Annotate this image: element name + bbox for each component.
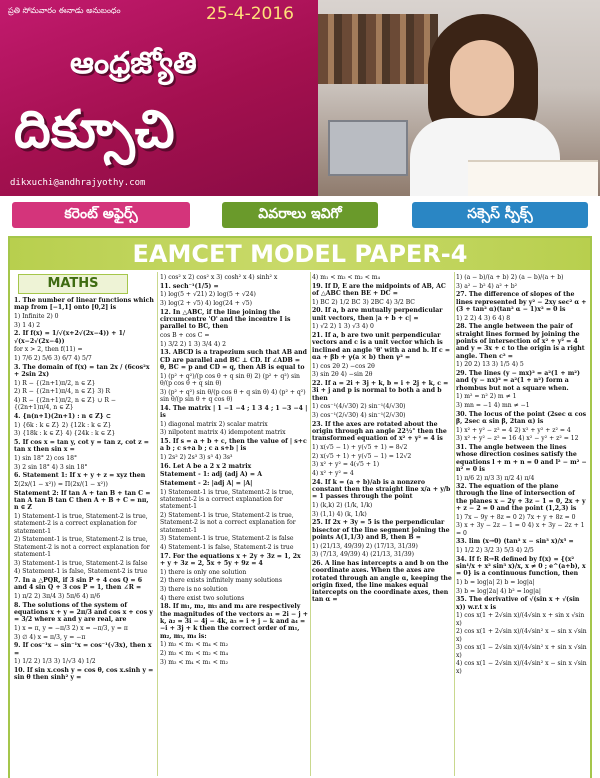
question-text: Statement 2: If tan A + tan B + tan C = tan A tan B tan C then A + B + C = nπ, n ∈ Z bbox=[14, 489, 151, 512]
answer-option: 4) Statement-1 is false, Statement-2 is true bbox=[14, 568, 148, 576]
question-text: 6. Statement 1: If x + y + z = xyz then bbox=[14, 472, 146, 480]
answer-option: 4) there exist two solutions bbox=[160, 594, 245, 602]
column-divider bbox=[157, 272, 158, 776]
answer-option: 3) m₃ < m₄ < m₁ < m₂ bbox=[160, 658, 229, 666]
masthead bbox=[0, 0, 600, 196]
question-text: 11. sech⁻¹(1/5) = bbox=[160, 282, 219, 290]
questions-column-1 bbox=[14, 274, 154, 776]
tab-current-affairs[interactable]: కరెంట్ అఫైర్స్ bbox=[12, 202, 190, 228]
question-text: 26. A line has intercepts a and b on the coordinate axes. When the axes are rotated through an angle α, keeping the origin fixed, the line makes equal intercepts on the coordinate axes, then tan α = bbox=[312, 559, 452, 604]
answer-option: 1) 1/2 2) 1/3 3) 1/√3 4) 1/2 bbox=[14, 658, 96, 666]
answer-option: 1) √2 2) 1 3) √3 4) 0 bbox=[312, 323, 374, 331]
bookshelf-image bbox=[318, 14, 438, 84]
question-text: 3. The domain of f(x) = tan 2x / (6cos²x + 2sin 2x) bbox=[14, 363, 150, 379]
answer-option: 1) sin 18° 2) cos 18° bbox=[14, 455, 78, 463]
question-text: 29. The lines (y − mx)² = a²(1 + m²) and (y − nx)² = a²(1 + n²) form a rhombus but not a square when. bbox=[456, 369, 580, 392]
answer-option: 4) cos x(1 − 2√sin x)/(4√sin² x − sin x √sin x) bbox=[456, 660, 587, 675]
answer-option: cos B + cos C = bbox=[160, 332, 210, 340]
answer-option: 3) b = log|2a| 4) b² = log|a| bbox=[456, 587, 541, 595]
masthead-brand-panel bbox=[0, 0, 318, 196]
answer-option: 1) m² = n² 2) m ≠ 1 bbox=[456, 393, 517, 401]
questions-column-4 bbox=[456, 274, 588, 776]
question-text: 22. If a = 2i + 3j + k, b = i + 2j + k, c = 3i + j and p is normal to both a and b then bbox=[312, 379, 449, 402]
question-text: 14. The matrix | 1 −1 −4 ; 1 3 4 ; 1 −3 −4 | is bbox=[160, 404, 308, 419]
answer-option: 4) x² + y² = 4 bbox=[312, 469, 354, 477]
publication-name: ఆంధ్రజ్యోతి bbox=[70, 46, 197, 81]
question-text: Statement - 1: adj (adj A) = A bbox=[160, 471, 262, 479]
answer-option: 1) R − {(2n+1)π/2, n ∈ Z} bbox=[14, 379, 96, 387]
answer-option: 3) (1,1) 4) (k, 1/k) bbox=[312, 510, 367, 518]
answer-option: 1) x² + y² − z² = 4 2) x² + y² + z² = 4 bbox=[456, 426, 571, 434]
answer-option: 1) π/6 2) π/3 3) π/2 4) π/4 bbox=[456, 474, 535, 482]
question-text: 9. If cos⁻¹x − sin⁻¹x = cos⁻¹(√3x), then x = bbox=[14, 642, 152, 657]
answer-option: 3) Statement-1 is true, Statement-2 is false bbox=[14, 559, 148, 567]
answer-option: for x > 2, then f(11) = bbox=[14, 346, 83, 354]
question-text: 27. The difference of slopes of the lines represented by y² − 2xy sec² α + (3 + tan² α)(tan² α − 1)x² = 0 is bbox=[456, 291, 587, 313]
question-text: 30. The locus of the point (2sec α cos β, 2sec α sin β, 2tan α) is bbox=[456, 410, 587, 425]
answer-option: 3) {18k : k ∈ Z} 4) {24k : k ∈ Z} bbox=[14, 430, 116, 438]
answer-option: 1) m₃ < m₁ < m₄ < m₂ bbox=[160, 641, 229, 649]
answer-option: 3) 1 4) 2 bbox=[14, 321, 41, 329]
question-text: 10. If sin x.cosh y = cos θ, cos x.sinh y = sin θ then sinh² y = bbox=[14, 667, 154, 682]
answer-option: 3) nilpotent matrix 4) idempotent matrix bbox=[160, 429, 286, 437]
laptop-image bbox=[328, 120, 408, 176]
supplement-name: దిక్సూచి bbox=[14, 100, 175, 160]
question-list bbox=[312, 274, 452, 604]
answer-option: 3) a² − b² 4) a² + b² bbox=[456, 282, 518, 290]
answer-option: 1) b = log|a| 2) b = log|a| bbox=[456, 579, 535, 587]
answer-option: 2) R − {(2n+1)π/4, n ∈ Z} 3) R bbox=[14, 388, 111, 396]
answer-option: 2) Statement-1 is true, Statement-2 is true, Statement-2 is not a correct explanation for statement-1 bbox=[14, 536, 150, 559]
answer-option: 2) m₃ < m₁ < m₂ < m₄ bbox=[160, 649, 229, 657]
question-text: 18. If m₁, m₂, m₃ and m₄ are respectively the magnitudes of the vectors a₁ = 2i − j + k, a₂ = 3i − 4j − 4k, a₃ = i + j − k and a₄ = −i + 3j + k then the correct order of m₁, m₂, m₃, m₄ is: bbox=[160, 603, 308, 640]
answer-option: 1) 7x − 9y + 8z = 0 2) 7x + y + 8z = 0 bbox=[456, 513, 576, 521]
section-label: MATHS bbox=[18, 274, 128, 294]
answer-option: 1) 2s² 2) 2s³ 3) s³ 4) 3s³ bbox=[160, 454, 233, 461]
answer-option: 1) 7/6 2) 5/6 3) 6/7 4) 5/7 bbox=[14, 355, 92, 363]
column-divider bbox=[454, 272, 455, 776]
answer-option: 3) 2 sin 18° 4) 3 sin 18° bbox=[14, 463, 88, 471]
column-divider bbox=[310, 272, 311, 776]
answer-option: 1) cos 2θ 2) −cos 2θ bbox=[312, 362, 375, 370]
issue-date: 25-4-2016 bbox=[206, 4, 294, 24]
tab-details[interactable]: వివరాలు ఇవిగో bbox=[222, 202, 378, 228]
answer-option: 1) 3/2 2) 1 3) 3/4 4) 2 bbox=[160, 340, 226, 348]
answer-option: 1) cos² x 2) cos² x 3) cosh² x 4) sinh² x bbox=[160, 274, 278, 281]
question-text: 19. If D, E are the midpoints of AB, AC of △ABC then BE + DC = bbox=[312, 282, 446, 297]
answer-option: 1) (a − b)/(a + b) 2) (a − b)/(a + b) bbox=[456, 274, 564, 281]
contact-email: dikxuchi@andhrajyothy.com bbox=[10, 178, 146, 188]
answer-option: 2) cos x(1 + 2√sin x)/(4√sin² x − sin x √sin x) bbox=[456, 628, 587, 643]
answer-option: 3) Statement-1 is true, Statement-2 is false bbox=[160, 535, 294, 543]
question-text: 32. The equation of the plane through the line of intersection of the planes x − 2y + 3z − 1 = 0, 2x + y + z − 2 = 0 and the point (1,2,3) is bbox=[456, 483, 586, 513]
question-text: 31. The angle between the lines whose direction cosines satisfy the equations l + m + n = 0 and l² − m² − n² = 0 is bbox=[456, 443, 587, 473]
answer-option: Σ(2x/(1 − x²)) = Π(2x/(1 − x²)) bbox=[14, 481, 108, 489]
question-list bbox=[14, 297, 154, 682]
tab-success-speaks[interactable]: సక్సెస్ స్పీక్స్ bbox=[412, 202, 588, 228]
answer-option: 1) (k,k) 2) (1/k, 1/k) bbox=[312, 501, 373, 509]
question-text: 23. If the axes are rotated about the origin through an angle 22½° then the transformed equation of x² + y² = 4 is bbox=[312, 420, 447, 443]
paper-title: EAMCET MODEL PAPER-4 bbox=[10, 238, 590, 270]
question-text: Statement - 2: |adj A| = |A| bbox=[160, 480, 253, 488]
question-text: 13. ABCD is a trapezium such that AB and CD are parallel and BC ⊥ CD. If ∠ADB = θ, BC = p and CD = q, then AB is equal to bbox=[160, 349, 307, 371]
tagline: ప్రతి సోమవారం ఈనాడు అనుబంధం bbox=[8, 6, 121, 15]
answer-option: 1) BC 2) 1/2 BC 3) 2BC 4) 3/2 BC bbox=[312, 298, 415, 306]
student-face bbox=[450, 40, 514, 116]
question-text: 15. If s = a + b + c, then the value of | s+c a b ; c s+a b ; c a s+b | is bbox=[160, 438, 307, 453]
questions-column-2 bbox=[160, 274, 308, 776]
question-text: 35. The derivative of √(sin x + √(sin x)) w.r.t x is bbox=[456, 596, 580, 611]
answer-option: 4) m₁ < m₃ < m₂ < m₄ bbox=[312, 274, 381, 281]
answer-option: 3) cos⁻¹(2/√30) 4) sin⁻¹(2/√30) bbox=[312, 411, 406, 419]
question-text: 21. If a, b are two unit perpendicular vectors and c is a unit vector which is inclined an angle 'θ' with a and b. If c = αa + βb + γ(a × b) then γ² = bbox=[312, 332, 451, 361]
answer-option: 3) mn = −1 4) mn ≠ −1 bbox=[456, 401, 530, 409]
answer-option: 3) x² + y² = 4(√5 + 1) bbox=[312, 461, 380, 469]
question-text: 24. If k = (a + b)/ab is a nonzero constant then the straight line x/a + y/b = 1 passes through the point bbox=[312, 478, 451, 501]
question-text: 8. The solutions of the system of equations x + y = 2π/3 and cos x + cos y = 3/2 where x and y are real, are bbox=[14, 601, 153, 624]
answer-option: 2) x(√5 + 1) + y(√5 − 1) = 12√2 bbox=[312, 452, 412, 460]
question-text: 34. If f: R→R defined by f(x) = {(x² sin¹/x + x² sin³ x)/x, x ≠ 0 ; e^(a+b), x = 0} is a continuous function, then bbox=[456, 555, 586, 578]
answer-option: 1) {6k : k ∈ Z} 2) {12k : k ∈ Z} bbox=[14, 421, 112, 429]
question-list bbox=[456, 274, 588, 675]
answer-option: 1) π/2 2) 3π/4 3) 5π/6 4) π/6 bbox=[14, 593, 101, 601]
answer-option: 1) diagonal matrix 2) scalar matrix bbox=[160, 420, 268, 428]
answer-option: 3) x² + y² − z² = 16 4) x² − y² + z² = 12 bbox=[456, 435, 579, 443]
question-text: 7. In a △PQR, if 3 sin P + 4 cos Q = 6 and 4 sin Q + 3 cos P = 1, then ∠R = bbox=[14, 577, 143, 592]
answer-option: 2) Statement-1 is true, Statement-2 is true, Statement-2 is not a correct explanation for statement-1 bbox=[160, 512, 296, 534]
answer-option: 1) log(5 + √21) 2) log(5 + √24) bbox=[160, 291, 256, 299]
question-text: 4. {n(n+1)(2n+1) : n ∈ Z} ⊂ bbox=[14, 413, 111, 421]
question-text: 2. If f(x) = 1/√(x+2√(2x−4)) + 1/√(x−2√(2x−4)) bbox=[14, 330, 126, 345]
answer-option: 1) (21/13, 49/39) 2) (17/13, 31/39) bbox=[312, 542, 418, 550]
question-text: 33. lim (x→0) (tan³ x − sin³ x)/x⁵ = bbox=[456, 538, 574, 546]
answer-option: 1) x = π, y = −π/3 2) x = −π/3, y = π bbox=[14, 625, 128, 633]
answer-option: 3) sin 2θ 4) −sin 2θ bbox=[312, 371, 373, 379]
question-text: 16. Let A be a 2 x 2 matrix bbox=[160, 462, 252, 470]
question-text: 17. For the equations x + 2y + 3z = 1, 2x + y + 3z = 2, 5x + 5y + 9z = 4 bbox=[160, 552, 301, 567]
question-text: 5. If cos x = tan y, cot y = tan z, cot z = tan x then sin x = bbox=[14, 439, 149, 454]
answer-option: 3) ∅ 4) x = π/3, y = −π bbox=[14, 633, 86, 641]
question-text: 12. In △ABC, if the line joining the circumcentre 'O' and the incentre I is parallel to BC, then bbox=[160, 308, 291, 331]
answer-option: 1) cos x(1 + 2√sin x)/(4√sin x + sin x √sin x) bbox=[456, 612, 585, 627]
answer-option: 3) x + 3y − 2z − 1 = 0 4) x + 3y − 2z + 1 = 0 bbox=[456, 522, 585, 537]
answer-option: 1) Statement-1 is true, Statement-2 is true, statement-2 is a correct explanation for statement-1 bbox=[160, 488, 294, 511]
question-list bbox=[160, 274, 308, 666]
answer-option: 3) (p² + q²) sin θ/(p cos θ + q sin θ) 4) (p² + q²) sin θ/(p sin θ + q cos θ) bbox=[160, 388, 306, 403]
answer-option: 1) Statement-1 is true, Statement-2 is true, statement-2 is a correct explanation for statement-1 bbox=[14, 513, 148, 535]
answer-option: 1) cos⁻¹(4/√30) 2) sin⁻¹(4/√30) bbox=[312, 403, 406, 411]
question-text: 1. The number of linear functions which map from [−1,1] onto [0,2] is bbox=[14, 297, 154, 312]
question-text: 25. If 2x + 3y = 5 is the perpendicular bisector of the line segment joining the points A(1,1/3) and B, then B = bbox=[312, 519, 450, 541]
student-photo bbox=[318, 0, 600, 196]
open-book-image bbox=[468, 160, 598, 196]
answer-option: 3) cos x(1 − 2√sin x)/(4√sin² x + sin x √sin x) bbox=[456, 644, 587, 659]
answer-option: 1) 2 2) 4 3) 6 4) 8 bbox=[456, 314, 511, 322]
answer-option: 4) R − {(2n+1)π/2, n ∈ Z} ∪ R − {(2n+1)π/4, n ∈ Z} bbox=[14, 397, 117, 412]
answer-option: 1) (p² + q²)/(p cos θ + q sin θ) 2) (p² + q²) sin θ/(p cos θ + q sin θ) bbox=[160, 372, 300, 387]
question-text: 20. If a, b are mutually perpendicular unit vectors, then |a + b + c| = bbox=[312, 307, 443, 322]
answer-option: 3) (7/13, 49/39) 4) (21/13, 31/39) bbox=[312, 551, 414, 559]
answer-option: 4) Statement-1 is false, Statement-2 is true bbox=[160, 544, 294, 551]
answer-option: 3) log(2 + √5) 4) log(24 + √5) bbox=[160, 300, 252, 308]
answer-option: 1) Infinite 2) 0 bbox=[14, 312, 59, 320]
questions-column-3 bbox=[312, 274, 452, 776]
answer-option: 3) there is no solution bbox=[160, 586, 228, 594]
answer-option: 1) x(√5 − 1) + y(√5 + 1) = 8√2 bbox=[312, 443, 408, 451]
answer-option: 1) 1/2 2) 3/2 3) 5/3 4) 2/5 bbox=[456, 547, 534, 555]
answer-option: 1) 20 2) 13 3) 1/5 4) 5 bbox=[456, 361, 524, 369]
question-text: 28. The angle between the pair of straight lines formed by joining the points of intersection of x² + y² = 4 and y = 3x + c to the origin is a right angle. Then c² = bbox=[456, 323, 585, 360]
answer-option: 2) there exists infinitely many solutions bbox=[160, 577, 282, 585]
answer-option: 1) there is only one solution bbox=[160, 568, 247, 576]
